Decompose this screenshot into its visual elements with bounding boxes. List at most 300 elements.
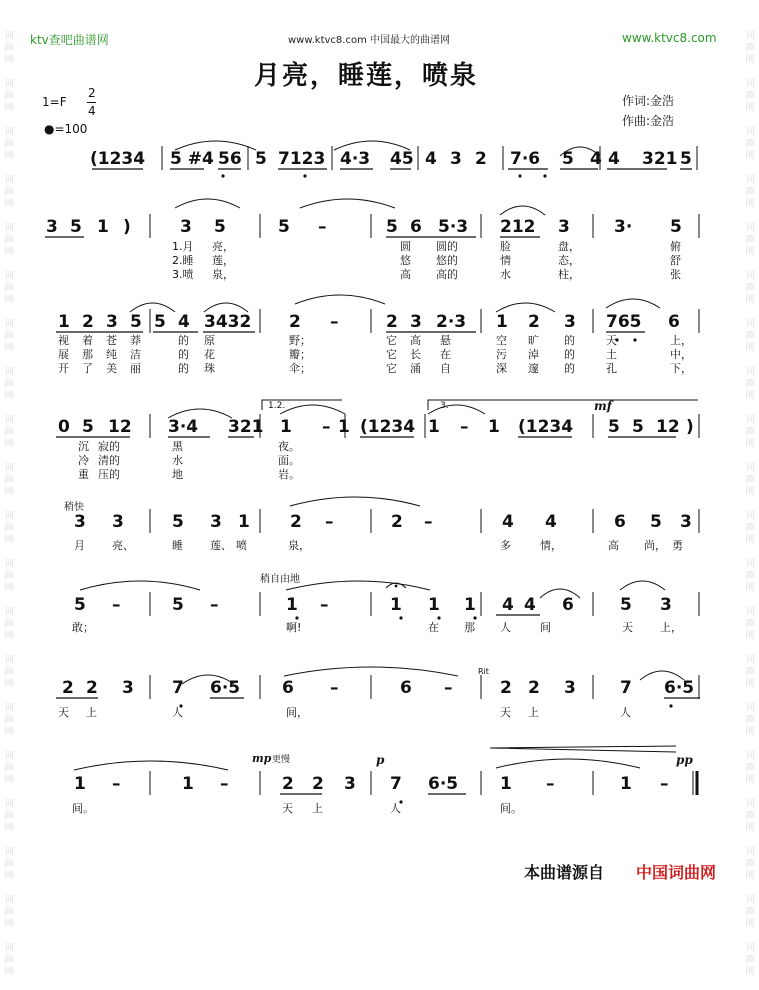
watermark-char: 词 <box>4 943 14 953</box>
note: 5 <box>82 417 94 437</box>
lyric: 勇 <box>672 539 683 552</box>
watermark-char: 词 <box>745 607 755 617</box>
octave-dot <box>473 616 476 619</box>
watermark-char: 曲 <box>745 379 755 389</box>
lyric: 它 <box>386 334 397 347</box>
lyric: 瓣； <box>289 348 311 361</box>
watermark-char: 曲 <box>4 43 14 53</box>
lyric: 莽 <box>130 334 141 347</box>
watermark-char: 网 <box>4 631 14 641</box>
watermark-char: 网 <box>745 487 755 497</box>
watermark-char: 曲 <box>4 187 14 197</box>
watermark-char: 曲 <box>4 523 14 533</box>
note: 2 <box>290 512 302 532</box>
lyric: 原 <box>204 334 215 347</box>
lyric: 自 <box>440 362 451 375</box>
note: – <box>320 595 329 615</box>
lyric: 土 <box>606 348 617 361</box>
lyric: 喷 <box>236 539 247 552</box>
octave-dot <box>295 616 298 619</box>
octave-dot <box>303 174 306 177</box>
slur <box>620 581 665 590</box>
watermark-char: 网 <box>745 391 755 401</box>
note: 7123 <box>278 149 326 169</box>
watermark-char: 词 <box>4 463 14 473</box>
slur <box>175 199 240 208</box>
note: – <box>330 312 339 332</box>
watermark-char: 网 <box>4 583 14 593</box>
lyric: 着 <box>82 334 93 347</box>
lyric: 寂的 <box>98 440 120 453</box>
watermark-char: 网 <box>4 967 14 977</box>
site-banner[interactable]: www.ktvc8.com 中国最大的曲谱网 <box>288 35 451 46</box>
note: 1 <box>338 417 350 437</box>
note: 6·5 <box>664 678 695 698</box>
note: 2 <box>386 312 398 332</box>
lyric: 珠 <box>204 362 215 375</box>
lyric: 高 <box>400 268 411 281</box>
watermark-char: 曲 <box>745 475 755 485</box>
note: 1 <box>428 417 440 437</box>
lyric: 开 <box>58 362 69 375</box>
watermark-char: 词 <box>4 751 14 761</box>
dynamic-p: p <box>376 753 385 767</box>
lyric: 压的 <box>98 468 120 481</box>
note: – <box>325 512 334 532</box>
watermark-char: 网 <box>745 103 755 113</box>
watermark-char: 网 <box>745 151 755 161</box>
watermark-char: 词 <box>745 463 755 473</box>
note: 2 <box>528 678 540 698</box>
watermark-char: 曲 <box>745 523 755 533</box>
lyric: 的 <box>178 334 189 347</box>
watermark-char: 网 <box>4 391 14 401</box>
lyric: 情 <box>500 254 511 267</box>
note: 5 <box>172 595 184 615</box>
note: 7 <box>390 774 402 794</box>
slur <box>80 581 200 590</box>
note: 5 <box>278 217 290 237</box>
note: 321 <box>642 149 678 169</box>
watermark-char: 词 <box>4 31 14 41</box>
dynamic-mp: mp <box>252 752 272 765</box>
lyric: 高的 <box>436 268 458 281</box>
lyric: 夜。 <box>278 440 300 453</box>
note: 1 <box>464 595 476 615</box>
time-signature-top: 2 <box>88 86 96 100</box>
watermark-char: 词 <box>4 895 14 905</box>
lyric: 邃 <box>528 362 539 375</box>
fermata-dot <box>395 585 398 588</box>
watermark-char: 网 <box>4 871 14 881</box>
watermark-char: 网 <box>745 295 755 305</box>
lyric: 视 <box>58 334 69 347</box>
key-signature: 1=F <box>42 95 67 109</box>
note: 4 <box>608 149 620 169</box>
note: – <box>210 595 219 615</box>
watermark-char: 词 <box>745 223 755 233</box>
slur <box>280 405 345 414</box>
note: 1 <box>488 417 500 437</box>
note: ) <box>686 417 694 437</box>
slur <box>130 303 175 312</box>
lyric: 了 <box>82 362 93 375</box>
note: 2 <box>289 312 301 332</box>
watermark-char: 词 <box>4 847 14 857</box>
octave-dot <box>633 338 636 341</box>
note: 6·5 <box>210 678 241 698</box>
note: 5 <box>154 312 166 332</box>
watermark-char: 曲 <box>4 667 14 677</box>
note: – <box>322 417 331 437</box>
lyric: 俯 <box>670 240 681 253</box>
watermark-char: 词 <box>745 319 755 329</box>
lyric: 悠的 <box>436 254 458 267</box>
lyric: 的 <box>564 348 575 361</box>
lyric: 面。 <box>278 454 300 467</box>
note: 3 <box>680 512 692 532</box>
note: 3 <box>112 512 124 532</box>
lyric: 的 <box>178 348 189 361</box>
tempo-mark-faster: 稍快 <box>64 502 84 513</box>
note: 3432 <box>204 312 252 332</box>
note: 1 <box>620 774 632 794</box>
watermark-char: 词 <box>745 559 755 569</box>
watermark-char: 网 <box>4 343 14 353</box>
lyric: 悠 <box>400 254 411 267</box>
note: 6·5 <box>428 774 459 794</box>
source-label: 本曲谱源自 <box>524 863 605 882</box>
watermark-char: 曲 <box>4 379 14 389</box>
lyric: 空 <box>496 334 507 347</box>
decrescendo-hairpin <box>490 746 676 752</box>
lyric: 人 <box>390 802 401 815</box>
note: 4 <box>545 512 557 532</box>
note: 2 <box>62 678 74 698</box>
dynamic-pp: pp <box>676 753 693 767</box>
note: 4 <box>178 312 190 332</box>
note: 4 <box>524 595 536 615</box>
note: 5 <box>562 149 574 169</box>
lyric: 深 <box>496 362 507 375</box>
note: – <box>112 595 121 615</box>
lyric: 清的 <box>98 454 120 467</box>
note: (1234 <box>90 149 146 169</box>
note: – <box>660 774 669 794</box>
note: 2 <box>86 678 98 698</box>
note: ) <box>123 217 131 237</box>
slur <box>286 581 430 590</box>
note: – <box>424 512 433 532</box>
watermark-char: 网 <box>4 775 14 785</box>
note: 12 <box>108 417 132 437</box>
volta-bracket-3 <box>428 400 698 410</box>
lyric: 间。 <box>72 802 94 815</box>
lyric: 情， <box>540 539 562 552</box>
watermark-char: 曲 <box>745 43 755 53</box>
watermark-char: 网 <box>4 535 14 545</box>
watermark-char: 网 <box>745 439 755 449</box>
lyric: 花 <box>204 348 215 361</box>
note: 6 <box>400 678 412 698</box>
lyric: 的 <box>564 334 575 347</box>
watermark-char: 网 <box>745 919 755 929</box>
note: (1234 <box>360 417 416 437</box>
watermark-char: 曲 <box>745 427 755 437</box>
watermark-char: 词 <box>4 175 14 185</box>
watermark-char: 曲 <box>4 283 14 293</box>
note: 321 <box>228 417 264 437</box>
lyric: 天 <box>500 706 511 719</box>
note: 3 <box>660 595 672 615</box>
note: 1 <box>74 774 86 794</box>
watermark-char: 词 <box>4 367 14 377</box>
watermark-char: 曲 <box>4 955 14 965</box>
lyric: 丽 <box>130 362 141 375</box>
note: 5 #4 <box>170 149 214 169</box>
note: 3 <box>564 678 576 698</box>
note: 3· <box>614 217 633 237</box>
note: 3 <box>210 512 222 532</box>
watermark-char: 词 <box>745 367 755 377</box>
lyric: 人 <box>500 621 511 634</box>
lyric: 冷 <box>78 454 89 467</box>
lyric: 多 <box>500 539 511 552</box>
watermark-char: 曲 <box>4 427 14 437</box>
watermark-char: 曲 <box>745 235 755 245</box>
note: 1 <box>500 774 512 794</box>
lyric: 涌 <box>410 362 421 375</box>
slur <box>74 761 228 770</box>
lyric: 下， <box>670 362 692 375</box>
lyric: 重 <box>78 468 89 481</box>
watermark-char: 曲 <box>745 907 755 917</box>
watermark-char: 曲 <box>4 763 14 773</box>
watermark-char: 曲 <box>745 763 755 773</box>
note: 5 <box>214 217 226 237</box>
composer-credit: 作曲:金浩 <box>622 114 675 128</box>
octave-dot <box>669 704 672 707</box>
note: 7 <box>172 678 184 698</box>
lyric: 舒 <box>670 254 681 267</box>
slur <box>496 303 555 312</box>
lyric: 旷 <box>528 334 539 347</box>
note: 3 <box>564 312 576 332</box>
watermark-char: 词 <box>4 79 14 89</box>
note: 7 <box>620 678 632 698</box>
watermark-char: 词 <box>745 511 755 521</box>
slur <box>428 405 485 414</box>
note: 2 <box>475 149 487 169</box>
note: 5 <box>130 312 142 332</box>
watermark-char: 网 <box>745 199 755 209</box>
site-name-left[interactable]: ktv查吧曲谱网 <box>30 33 109 47</box>
note: 45 <box>390 149 414 169</box>
note: 6 <box>562 595 574 615</box>
slur <box>540 589 580 598</box>
lyric: 尚， <box>644 539 666 552</box>
watermark-char: 网 <box>745 775 755 785</box>
watermark-char: 词 <box>4 223 14 233</box>
lyric: 黑 <box>172 440 183 453</box>
note: 5 <box>70 217 82 237</box>
watermark-char: 曲 <box>745 91 755 101</box>
note: 2 <box>282 774 294 794</box>
lyric: 展 <box>58 348 69 361</box>
note: 2 <box>82 312 94 332</box>
watermark-char: 网 <box>745 55 755 65</box>
source-site-link[interactable]: 中国词曲网 <box>636 863 717 882</box>
slur <box>284 667 458 676</box>
lyric: 在 <box>428 621 439 634</box>
watermark-char: 词 <box>745 31 755 41</box>
lyric: 脸 <box>500 240 511 253</box>
watermark-char: 网 <box>4 679 14 689</box>
note: 3 <box>558 217 570 237</box>
note: 5 <box>632 417 644 437</box>
watermark-char: 词 <box>745 79 755 89</box>
watermark-char: 曲 <box>745 571 755 581</box>
watermark-char: 曲 <box>4 91 14 101</box>
note: 5 <box>74 595 86 615</box>
lyric: 上， <box>670 334 692 347</box>
lyric: 人 <box>172 706 183 719</box>
note: 6 <box>668 312 680 332</box>
lyric: 泉， <box>212 268 234 281</box>
rit-mark: Rit <box>478 667 489 676</box>
watermark-char: 网 <box>4 919 14 929</box>
lyric: 圆 <box>400 240 411 253</box>
note: 2 <box>528 312 540 332</box>
lyric: 月 <box>74 539 85 552</box>
watermark-char: 词 <box>4 559 14 569</box>
lyric: 苍 <box>106 334 117 347</box>
note: 5 <box>386 217 398 237</box>
note: 1 <box>390 595 402 615</box>
lyric: 美 <box>106 362 117 375</box>
watermark-char: 曲 <box>745 331 755 341</box>
octave-dot <box>437 616 440 619</box>
note: – <box>444 678 453 698</box>
note: 1 <box>238 512 250 532</box>
note: 6 <box>282 678 294 698</box>
quarter-note-icon: ● <box>44 122 55 136</box>
score-layer <box>45 141 700 815</box>
lyric: 岩。 <box>278 468 300 481</box>
note: 5 <box>620 595 632 615</box>
note: 3 <box>410 312 422 332</box>
lyric: 亮、 <box>112 539 134 552</box>
tempo-mark-freely: 稍自由地 <box>260 574 300 585</box>
lyric: 水 <box>172 454 183 467</box>
watermark-char: 曲 <box>745 139 755 149</box>
note: – <box>460 417 469 437</box>
lyric: 上， <box>660 621 682 634</box>
watermark-char: 网 <box>745 535 755 545</box>
lyric: 天 <box>58 706 69 719</box>
note: 6 <box>410 217 422 237</box>
watermark-char: 网 <box>4 247 14 257</box>
watermark-char: 词 <box>745 415 755 425</box>
volta-label-3: 3. <box>440 401 449 411</box>
note: 2 <box>391 512 403 532</box>
watermark-char: 网 <box>745 247 755 257</box>
lyric: 圆的 <box>436 240 458 253</box>
tempo-marking: ●=100 <box>44 122 88 136</box>
lyric: 悬 <box>440 334 451 347</box>
note: 5 <box>670 217 682 237</box>
note: – <box>546 774 555 794</box>
lyric: 沉 <box>78 440 89 453</box>
watermark-char: 网 <box>745 871 755 881</box>
lyric: 莲、 <box>210 539 232 552</box>
note: 765 <box>606 312 642 332</box>
note: 1 <box>280 417 292 437</box>
slur <box>290 497 420 506</box>
lyric: 间。 <box>500 802 522 815</box>
lyric: 上 <box>528 706 539 719</box>
octave-dot <box>221 174 224 177</box>
lyric: 纯 <box>106 348 117 361</box>
watermark-char: 曲 <box>4 475 14 485</box>
watermark-char: 词 <box>745 655 755 665</box>
watermark-char: 曲 <box>4 859 14 869</box>
lyric: 间 <box>540 621 551 634</box>
watermark-char: 曲 <box>745 715 755 725</box>
watermark-char: 网 <box>4 55 14 65</box>
note: 12 <box>656 417 680 437</box>
watermark-char: 曲 <box>4 139 14 149</box>
lyric: 污 <box>496 348 507 361</box>
octave-dot <box>543 174 546 177</box>
note: 1 <box>58 312 70 332</box>
lyricist-credit: 作词:金浩 <box>622 94 675 108</box>
watermark-char: 词 <box>745 799 755 809</box>
note: 3 <box>74 512 86 532</box>
watermark-char: 网 <box>4 199 14 209</box>
watermark-char: 网 <box>745 631 755 641</box>
note: 212 <box>500 217 536 237</box>
lyric: 的 <box>564 362 575 375</box>
note: 3 <box>122 678 134 698</box>
watermark-char: 曲 <box>745 955 755 965</box>
note: – <box>318 217 327 237</box>
site-url-right[interactable]: www.ktvc8.com <box>622 31 717 45</box>
octave-dot <box>518 174 521 177</box>
watermark-char: 词 <box>4 319 14 329</box>
note: 3 <box>344 774 356 794</box>
note: 3 <box>450 149 462 169</box>
watermark-char: 词 <box>745 751 755 761</box>
lyric: 上 <box>312 802 323 815</box>
volta-label-1: 1.2. <box>268 401 286 411</box>
note: 5 <box>255 149 267 169</box>
lyric: 人 <box>620 706 631 719</box>
lyric: 高 <box>608 539 619 552</box>
note: (1234 <box>518 417 574 437</box>
watermark-char: 词 <box>4 415 14 425</box>
lyric: 洁 <box>130 348 141 361</box>
lyric: 睡 <box>172 539 183 552</box>
lyric: 它 <box>386 362 397 375</box>
watermark-char: 网 <box>745 967 755 977</box>
watermark-char: 曲 <box>4 715 14 725</box>
lyric: 上 <box>86 706 97 719</box>
watermark-char: 词 <box>745 847 755 857</box>
lyric: 在 <box>440 348 451 361</box>
watermark-char: 网 <box>4 823 14 833</box>
slur <box>606 299 660 308</box>
